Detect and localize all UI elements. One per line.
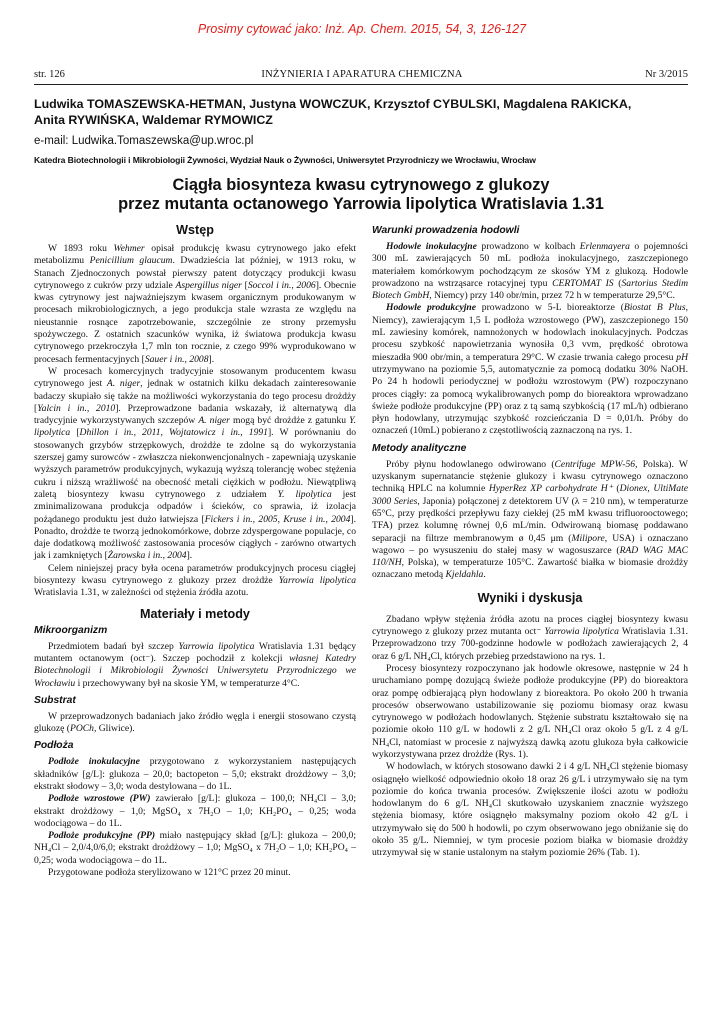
issue-number: Nr 3/2015 [645,69,688,80]
journal-name: INŻYNIERIA I APARATURA CHEMICZNA [261,69,463,80]
email-address[interactable]: e-mail: Ludwika.Tomaszewska@up.wroc.pl [34,135,254,147]
substrate-paragraph: W przeprowadzonych badaniach jako źródło węgla i energii stosowano czystą glukozę (POCh, Gliwice). [34,710,356,735]
page-number: str. 126 [34,69,65,80]
microorganism-heading: Mikroorganizm [34,624,108,636]
authors-line-1: Ludwika TOMASZEWSKA-HETMAN, Justyna WOWCZUK, Krzysztof CYBULSKI, Magdalena RAKICKA, [34,97,632,111]
citation-note: Prosimy cytować jako: Inż. Ap. Chem. 2015, 54, 3, 126-127 [197,22,527,36]
results-paragraph-1: Zbadano wpływ stężenia źródła azotu na proces ciągłej biosyntezy kwasu cytrynowego z glukozy przez mutanta oct⁻ Yarrowia lipolytica Wratislavia 1.31. Przeprowadzono trzy 700-godzinne hodowle w podłożach zawierających 2, 4 oraz 6 g/L NH₄Cl, których przebieg przedstawiono na rys. 1. [372,613,688,662]
intro-heading: Wstęp [176,223,214,237]
methods-heading: Materiały i metody [140,606,250,621]
intro-paragraph-1: W 1893 roku Wehmer opisał produkcję kwasu cytrynowego jako efekt metabolizmu Penicillium glaucum. Dwadzieścia lat później, w 1913 roku, w Stanach Zjednoczonych powstał pierwszy patent dotyczący produkcji kwasu cytrynowego z cukrów przy udziale Aspergillus niger [Soccol i in., 2006]. Obecnie kwas cytrynowy jest najważniejszym kwasem organicznym produkowanym w procesach mikrobiologicznych, a jego produkcja stale wzrasta ze względu na nieustannie rosnące zapotrzebowanie, szczególnie ze strony przemysłu spożywczego. Z ostatnich szacunków wynika, iż światowa produkcja kwasu cytrynowego przekroczyła 1,7 mln ton rocznie, z czego 99% wyprodukowano w procesach fermentacyjnych [Sauer i in., 2008]. [34,243,356,365]
media-paragraph-1: Podłoże inokulacyjne przygotowano z wykorzystaniem następujących składników [g/L]: glukoza – 20,0; bactopeton – 5,0; ekstrakt drożdżowy – 3,0; ekstrakt słodowy – 3,0; woda destylowana – do 1L. [34,756,356,792]
left-column [34,223,356,879]
right-column [372,224,688,860]
title-line-2: przez mutanta octanowego Yarrowia lipolytica Wratislavia 1.31 [118,195,604,213]
analytic-paragraph: Próby płynu hodowlanego odwirowano (Centrifuge MPW-56, Polska). W uzyskanym supernatancie stężenie glukozy i kwasu cytrynowego oznaczono techniką HPLC na kolumnie HyperRez XP carbohydrate H⁺ (Dionex, UltiMate 3000 Series, Japonia) połączonej z detektorem UV (λ = 210 nm), w temperaturze 65°C, przy prędkości przepływu fazy ciekłej (25 mM kwasu trifluorooctowego; TFA) przez kolumnę równej 0,6 mL/min. Odwirowaną biomasę poddawano separacji na filtrze membranowym ø 0,45 μm (Milipore, USA) i oznaczano wagowo – po wysuszeniu do stałej masy w wagosuszarce (RAD WAG MAC 110/NH, Polska), w temperaturze 105°C. Zawartość białka w biomasie drożdży oznaczano metodą Kjeldahla. [372,458,689,581]
conditions-paragraph-2: Hodowle produkcyjne prowadzono w 5-L bioreaktorze (Biostat B Plus, Niemcy), zawierającym 1,5 L podłoża wzrostowego (PW), zaszczepionego 150 mL zawiesiny komórek, namnożonych w hodowlach inokulacyjnych. Podczas procesu szybkość napowietrzania wynosiła 0,3 vvm, prędkość obrotowa mieszadła 900 obr/min, a temperatura 29°C. W czasie trwania całego procesu pH utrzymywano na poziomie 5,5, automatycznie za pomocą dodatku 30% NaOH. Po 24 h hodowli periodycznej w podłożu wzrostowym (PW) rozpoczynano proces ciągły: za pomocą wykalibrowanych pomp do bioreaktora wprowadzano świeże podłoże produkcyjne (PP) oraz z tą samą szybkością (17 mL/h) odbierano płyn hodowlany, utrzymując szybkość rozcieńczania D = 0,01/h. Próby do oznaczeń (10mL) pobierano z częstotliwością zaznaczoną na rys. 1. [372,302,688,437]
microorganism-paragraph: Przedmiotem badań był szczep Yarrowia lipolytica Wratislavia 1.31 będący mutantem octanowym (oct⁻). Szczep pochodził z kolekcji własnej Katedry Biotechnologii i Mikrobiologii Żywności Uniwersytetu Przyrodniczego we Wrocławiu i przechowywany był na skosie YM, w temperaturze 4°C. [34,640,357,689]
intro-paragraph-3: Celem niniejszej pracy była ocena parametrów produkcyjnych procesu ciągłej biosyntezy kwasu cytrynowego z glukozy przez drożdże Yarrowia lipolytica Wratislavia 1.31, w zależności od stężenia źródła azotu. [34,562,357,599]
intro-paragraph-2: W procesach komercyjnych tradycyjnie stosowanym producentem kwasu cytrynowego jest A. niger, jednak w ostatnich kilku dekadach zainteresowanie badaczy skupiało się także na możliwości wykorzystania do tego procesu drożdży [Yalcin i in., 2010]. Przeprowadzone badania wskazały, iż alternatywą dla tradycyjnie wykorzystywanych szczepów A. niger mogą być drożdże z gatunku Y. lipolytica [Dhillon i in., 2011, Wojtatowicz i in., 1991]. W porównaniu do stosowanych grzybów strzępkowych, drożdże te zdolne są do wykorzystania szerszej gamy surowców - zwłaszcza niekonwencjonalnych - zapewniają uzyskanie wyższych parametrów produkcyjnych, wykazują wyższą tolerancję wobec stężenia cukru i niższą wrażliwość na obecność metali ciężkich w podłożu. Niewątpliwą zaletą biosyntezy kwasu cytrynowego z udziałem Y. lipolytica jest zminimalizowana produkcja odpadów i ścieków, co sprawia, iż izolacja pożądanego produktu jest dużo łatwiejsza [Fickers i in., 2005, Kruse i in., 2004]. Ponadto, drożdże te tworzą jednokomórkowe, dobrze zdyspergowane populacje, co daje dodatkową możliwość zastosowania procesów ciągłych - zarówno otwartych jak i zamkniętych [Żarowska i in., 2004]. [34,365,356,562]
media-paragraph-4: Przygotowane podłoża sterylizowano w 121°C przez 20 minut. [48,867,291,879]
results-paragraph-3: W hodowlach, w których stosowano dawki 2 i 4 g/L NH₄Cl stężenie biomasy osiągnęło wielkość odpowiednio około 18 oraz 26 g/L i utrzymywało się na tym poziomie do końca trwania procesów. Zwiększenie ilości azotu w podłożu hodowlanym do 6 g/L NH₄Cl skutkowało uzyskaniem znacznie wyższego stężenia biomasy, które osiągnęło maksymalny poziom około 42 g/L i utrzymywało się do 500 h hodowli, po czym obserwowano jego obniżanie się do około 35 g/L. Niemniej, w tym procesie poziom białka w biomasie drożdży utrzymywał się w stanie ustalonym na stałym poziomie 26% (Tab. 1). [372,761,688,859]
results-heading: Wyniki i dyskusja [477,590,583,605]
media-paragraph-2: Podłoże wzrostowe (PW) zawierało [g/L]: glukoza – 100,0; NH₄Cl – 3,0; ekstrakt drożdżowy – 1,0; MgSO₄ x 7H₂O – 1,0; KH₂PO₄ – 0,25; woda wodociągowa – do 1L. [34,793,356,829]
paper-title [34,176,688,214]
header-rule [34,84,688,85]
title-line-1: Ciągła biosynteza kwasu cytrynowego z glukozy [172,176,550,194]
authors-line-2: Anita RYWIŃSKA, Waldemar RYMOWICZ [34,113,273,127]
conditions-heading: Warunki prowadzenia hodowli [372,225,520,236]
affiliation: Katedra Biotechnologii i Mikrobiologii Żywności, Wydział Nauk o Żywności, Uniwersytet Przyrodniczy we Wrocławiu, Wrocław [34,155,536,165]
media-paragraph-3: Podłoże produkcyjne (PP) miało następujący skład [g/L]: glukoza – 200,0; NH₄Cl – 2,0/4,0/6,0; ekstrakt drożdżowy – 1,0; MgSO₄ x 7H₂O – 1,0; KH₂PO₄ – 0,25; woda wodociągowa – do 1L. [34,830,356,866]
results-paragraph-2: Procesy biosyntezy rozpoczynano jak hodowle okresowe, następnie w 24 h uruchamiano pompę dozującą świeże podłoże produkcyjne (PP) do bioreaktora oraz pompę odbierającą płyn hodowlany z bioreaktora. Po około 200 h trwania procesów obserwowano ustabilizowanie się poziomu biomasy oraz kwasu cytrynowego w podłożach hodowlanych. Stężenie substratu kształtowało się na poziomie około 110 g/L w hodowli z 2 g/L NH₄Cl oraz około 5 g/L z 4 g/L NH₄Cl, natomiast w procesie z najwyższą dawką azotu glukoza była całkowicie wykorzystywana przez drożdże (Rys. 1). [372,662,688,760]
authors [34,96,684,128]
analytic-heading: Metody analityczne [372,442,467,454]
media-heading: Podłoża [34,740,74,752]
substrate-heading: Substrat [34,694,76,706]
conditions-paragraph-1: Hodowle inokulacyjne prowadzono w kolbach Erlenmayera o pojemności 300 mL zawierających 50 mL podłoża inokulacyjnego, zaszczepionego materiałem komórkowym pochodzącym ze skosów YM z glukozą. Hodowle prowadzono na wstrząsarce rotacyjnej typu CERTOMAT IS (Sartorius Stedim Biotech GmbH, Niemcy) przy 140 obr/min, przez 72 h w temperaturze 29,5°C. [372,241,689,302]
